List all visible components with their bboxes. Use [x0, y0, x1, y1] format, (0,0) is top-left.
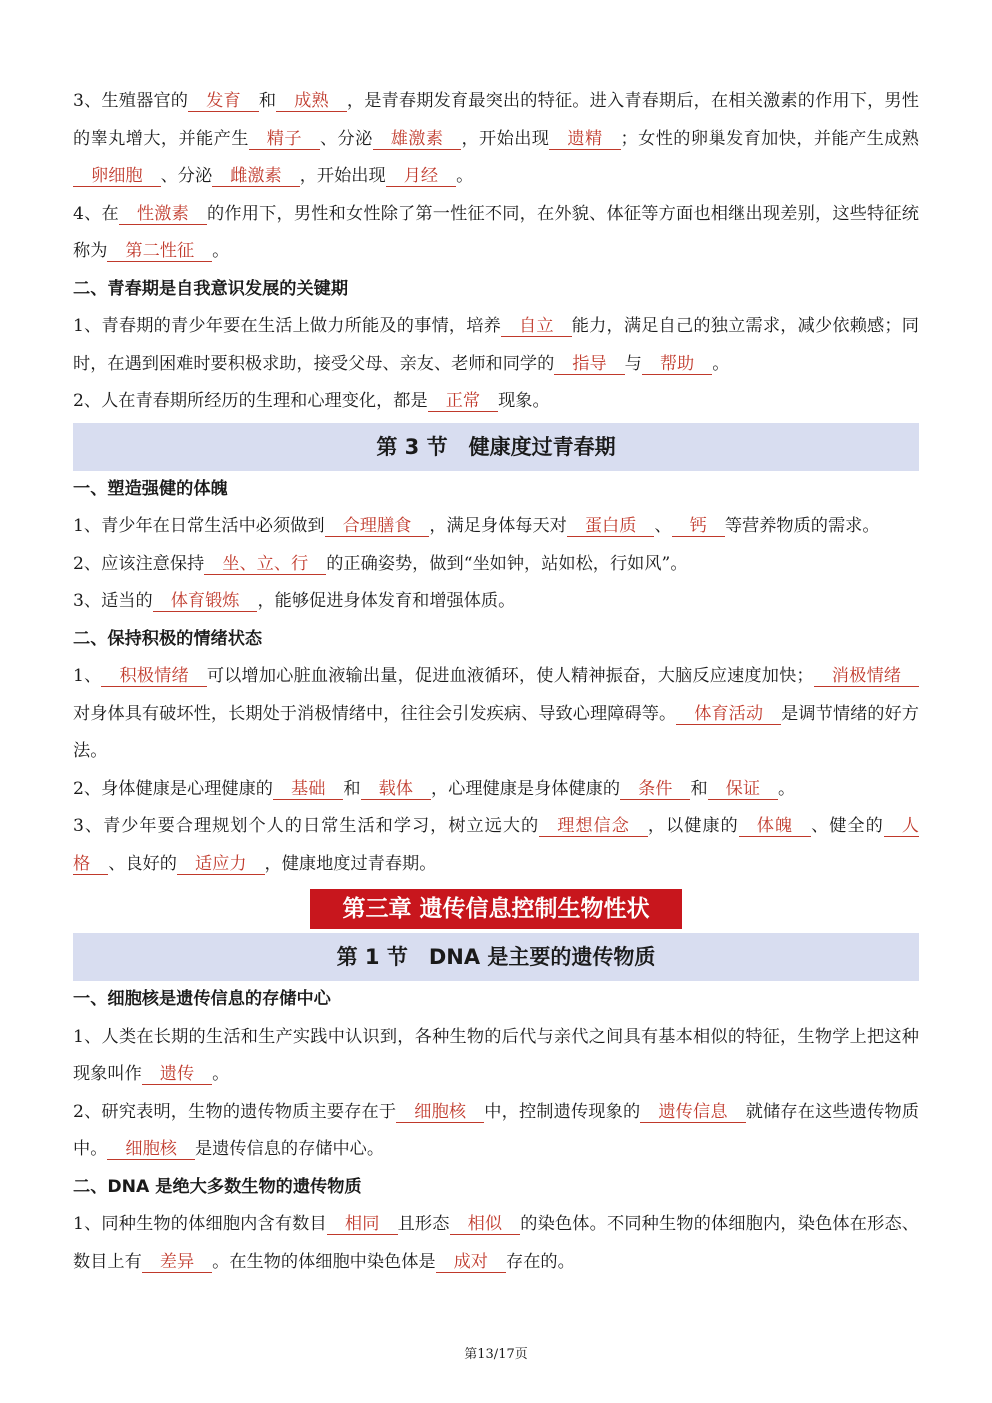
- section-title-band: 第 3 节 健康度过青春期: [73, 423, 919, 471]
- text-segment: 且形态: [397, 1214, 450, 1234]
- text-segment: 。在生物的体细胞中染色体是: [212, 1251, 436, 1272]
- text-segment: 2、应该注意保持: [73, 553, 205, 574]
- paragraph: [73, 196, 919, 271]
- text-segment: 对身体具有破坏性，长期处于消极情绪中，往往会引发疾病、导致心理障碍等。: [73, 703, 677, 724]
- text-segment: 和: [690, 778, 708, 799]
- text-segment: 。: [456, 166, 474, 186]
- text-segment: ，是青春期发育最突出的特征。进入青春期后，在相关激素的作用下，男性的睾丸增大，并能产生: [73, 91, 919, 149]
- text-segment: 现象。: [498, 391, 550, 411]
- answer-blank: 成熟: [276, 91, 347, 112]
- text-segment: 、健全的: [811, 816, 884, 836]
- text-segment: 、分泌: [319, 128, 373, 149]
- answer-blank: 体育锻炼: [153, 591, 258, 612]
- paragraph: [73, 658, 919, 771]
- text-segment: 3、适当的: [73, 591, 153, 611]
- text-segment: 1、同种生物的体细胞内含有数目: [73, 1214, 327, 1234]
- text-segment: 1、人类在长期的生活和生产实践中认识到，各种生物的后代与亲代之间具有基本相似的特征，生物学上把这种现象叫作: [73, 1026, 919, 1084]
- text-segment: 和: [343, 778, 361, 799]
- text-segment: 1、: [73, 666, 102, 686]
- answer-blank: 载体: [361, 779, 431, 800]
- text-segment: 1、青春期的青少年要在生活上做力所能及的事情，培养: [73, 316, 502, 336]
- paragraph: [73, 383, 919, 421]
- answer-blank: 人格: [73, 816, 919, 874]
- text-segment: 。: [778, 778, 796, 799]
- answer-blank: 第二性征: [107, 241, 212, 262]
- text-segment: 。: [712, 353, 730, 374]
- answer-blank: 月经: [386, 166, 456, 187]
- paragraph: [73, 1094, 919, 1169]
- answer-blank: 消极情绪: [814, 666, 919, 687]
- answer-blank: 钙: [672, 516, 725, 537]
- answer-blank: 雄激素: [373, 129, 462, 150]
- answer-blank: 性激素: [119, 204, 207, 225]
- text-segment: 、: [654, 516, 672, 536]
- text-segment: 是调节情绪的好方法。: [73, 703, 919, 761]
- subheading: 一、塑造强健的体魄: [73, 478, 228, 499]
- text-segment: 中，控制遗传现象的: [484, 1101, 641, 1122]
- paragraph: [73, 508, 919, 546]
- text-segment: 等营养物质的需求。: [724, 516, 880, 536]
- paragraph: [73, 546, 919, 584]
- text-segment: ，满足身体每天对: [429, 516, 567, 536]
- answer-blank: 合理膳食: [325, 516, 430, 537]
- answer-blank: 细胞核: [396, 1102, 484, 1123]
- answer-blank: 遗精: [549, 129, 620, 150]
- text-segment: 、分泌: [160, 166, 213, 186]
- answer-blank: 卵细胞: [73, 166, 161, 187]
- paragraph: [73, 583, 919, 621]
- paragraph: [73, 83, 919, 196]
- answer-blank: 差异: [142, 1252, 212, 1273]
- answer-blank: 正常: [428, 391, 498, 412]
- section-title-band: 第 1 节 DNA 是主要的遗传物质: [73, 933, 919, 981]
- text-segment: 就储存在这些遗传物质中。: [73, 1101, 919, 1159]
- text-segment: ，能够促进身体发育和增强体质。: [257, 591, 516, 611]
- subheading: 二、DNA 是绝大多数生物的遗传物质: [73, 1176, 362, 1197]
- answer-blank: 成对: [436, 1252, 506, 1273]
- document-body: [73, 83, 919, 1281]
- text-segment: ；女性的卵巢发育加快，并能产生成熟: [620, 128, 919, 149]
- text-segment: 4、在: [73, 203, 119, 224]
- answer-blank: 体育活动: [676, 704, 781, 725]
- chapter-title-banner: 第三章 遗传信息控制生物性状: [310, 889, 682, 929]
- text-segment: 的染色体。不同种生物的体细胞内，染色体在形态、数目上有: [73, 1214, 919, 1272]
- text-segment: 存在的。: [506, 1251, 575, 1272]
- answer-blank: 相同: [327, 1214, 398, 1235]
- text-segment: 与: [624, 353, 642, 374]
- paragraph: [73, 1206, 919, 1281]
- text-segment: ，以健康的: [647, 816, 739, 836]
- paragraph: [73, 808, 919, 883]
- answer-blank: 发育: [188, 91, 259, 112]
- text-segment: ，开始出现: [299, 166, 386, 186]
- paragraph: [73, 308, 919, 383]
- answer-blank: 遗传信息: [640, 1102, 745, 1123]
- answer-blank: 条件: [620, 779, 690, 800]
- text-segment: ，开始出现: [461, 128, 550, 149]
- answer-blank: 理想信念: [539, 816, 648, 837]
- text-segment: 的正确姿势，做到“坐如钟，站如松，行如风”。: [326, 553, 688, 574]
- answer-blank: 保证: [708, 779, 778, 800]
- text-segment: 。: [212, 241, 230, 261]
- text-segment: 3、生殖器官的: [73, 91, 189, 111]
- text-segment: 3、青少年要合理规划个人的日常生活和学习，树立远大的: [73, 816, 540, 836]
- text-segment: 、良好的: [108, 853, 177, 874]
- answer-blank: 蛋白质: [567, 516, 655, 537]
- text-segment: 能力，满足自己的独立需求，减少依赖感；同时，在遇到困难时要积极求助，接受父母、亲友、老师和同学的: [73, 316, 919, 374]
- answer-blank: 自立: [501, 316, 572, 337]
- text-segment: 2、研究表明，生物的遗传物质主要存在于: [73, 1101, 397, 1122]
- answer-blank: 指导: [554, 354, 624, 375]
- text-segment: ，健康地度过青春期。: [264, 853, 437, 874]
- text-segment: 2、人在青春期所经历的生理和心理变化，都是: [73, 391, 428, 411]
- page-number: 第13/17页: [464, 1347, 528, 1362]
- answer-blank: 体魄: [739, 816, 811, 837]
- answer-blank: 基础: [273, 779, 343, 800]
- answer-blank: 遗传: [142, 1064, 212, 1085]
- text-segment: 是遗传信息的存储中心。: [194, 1139, 385, 1159]
- text-segment: 可以增加心脏血液输出量，促进血液循环，使人精神振奋，大脑反应速度加快；: [206, 666, 814, 686]
- answer-blank: 积极情绪: [101, 666, 206, 687]
- answer-blank: 相似: [450, 1214, 521, 1235]
- subheading: 二、青春期是自我意识发展的关键期: [73, 278, 349, 299]
- text-segment: 和: [258, 91, 277, 111]
- paragraph: [73, 771, 919, 809]
- paragraph: [73, 1019, 919, 1094]
- answer-blank: 细胞核: [107, 1139, 195, 1160]
- answer-blank: 雌激素: [212, 166, 300, 187]
- text-segment: 2、身体健康是心理健康的: [73, 778, 273, 799]
- subheading: 二、保持积极的情绪状态: [73, 628, 263, 649]
- answer-blank: 精子: [249, 129, 320, 150]
- text-segment: 1、青少年在日常生活中必须做到: [73, 516, 325, 536]
- answer-blank: 帮助: [642, 354, 712, 375]
- text-segment: 。: [212, 1064, 230, 1084]
- text-segment: 的作用下，男性和女性除了第一性征不同，在外貌、体征等方面也相继出现差别，这些特征统称为: [73, 203, 919, 261]
- answer-blank: 坐、立、行: [204, 554, 326, 575]
- subheading: 一、细胞核是遗传信息的存储中心: [73, 989, 331, 1009]
- answer-blank: 适应力: [177, 854, 265, 875]
- text-segment: ，心理健康是身体健康的: [430, 778, 621, 799]
